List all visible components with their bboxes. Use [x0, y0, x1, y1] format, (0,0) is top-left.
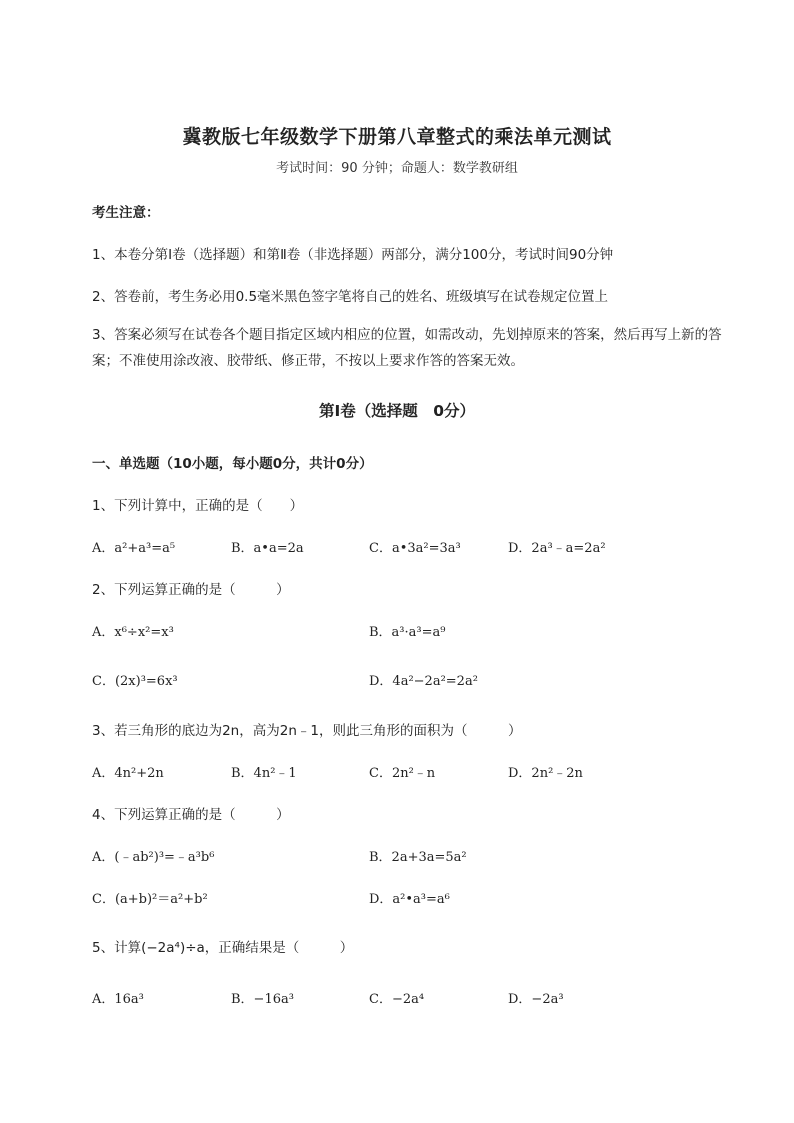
question-5-option-d: D．−2a³	[508, 992, 564, 1007]
note-item-2: 2、答卷前，考生务必用0.5毫米黑色签字笔将自己的姓名、班级填写在试卷规定位置上	[92, 289, 609, 305]
question-2-option-b: B．a³·a³=a⁹	[369, 625, 446, 640]
question-4-option-a: A．(﹣ab²)³=﹣a³b⁶	[92, 850, 215, 865]
question-2-stem: 2、下列运算正确的是（ ）	[92, 582, 290, 598]
question-2-option-c: C．(2x)³=6x³	[92, 674, 178, 689]
question-1-option-a: A．a²+a³=a⁵	[92, 541, 176, 556]
note-item-3: 3、答案必须写在试卷各个题目指定区域内相应的位置，如需改动，先划掉原来的答案，然后再写上新的答案；不准使用涂改液、胶带纸、修正带，不按以上要求作答的答案无效。	[92, 327, 722, 369]
question-4-option-b: B．2a+3a=5a²	[369, 850, 467, 865]
exam-title: 冀教版七年级数学下册第八章整式的乘法单元测试	[182, 126, 612, 148]
question-3-option-c: C．2n²﹣n	[369, 766, 436, 781]
question-3-option-a: A．4n²+2n	[92, 766, 164, 781]
question-3-stem: 3、若三角形的底边为2n，高为2n﹣1，则此三角形的面积为（ ）	[92, 723, 522, 739]
question-5-option-b: B．−16a³	[231, 992, 294, 1007]
question-1-stem: 1、下列计算中，正确的是（ ）	[92, 498, 304, 514]
part-title: 第Ⅰ卷（选择题 0分）	[318, 402, 476, 420]
exam-subtitle: 考试时间：90 分钟；命题人：数学教研组	[276, 161, 518, 176]
question-4-option-d: D．a²•a³=a⁶	[369, 892, 450, 907]
question-4-option-c: C．(a+b)²＝a²+b²	[92, 892, 208, 907]
question-3-option-b: B．4n²﹣1	[231, 766, 297, 781]
question-2-option-d: D．4a²−2a²=2a²	[369, 674, 478, 689]
question-5-option-a: A．16a³	[92, 992, 144, 1007]
question-2-option-a: A．x⁶÷x²=x³	[92, 625, 174, 640]
section-heading: 一、单选题（10小题，每小题0分，共计0分）	[92, 456, 373, 472]
notes-heading: 考生注意：	[92, 205, 160, 221]
question-3-option-d: D．2n²﹣2n	[508, 766, 583, 781]
question-1-option-d: D．2a³﹣a=2a²	[508, 541, 606, 556]
question-1-option-b: B．a•a=2a	[231, 541, 304, 556]
question-5-stem: 5、计算(−2a⁴)÷a，正确结果是（ ）	[92, 940, 354, 956]
question-1-option-c: C．a•3a²=3a³	[369, 541, 461, 556]
question-5-option-c: C．−2a⁴	[369, 992, 425, 1007]
note-item-1: 1、本卷分第Ⅰ卷（选择题）和第Ⅱ卷（非选择题）两部分，满分100分，考试时间90分钟	[92, 247, 614, 263]
question-4-stem: 4、下列运算正确的是（ ）	[92, 807, 290, 823]
